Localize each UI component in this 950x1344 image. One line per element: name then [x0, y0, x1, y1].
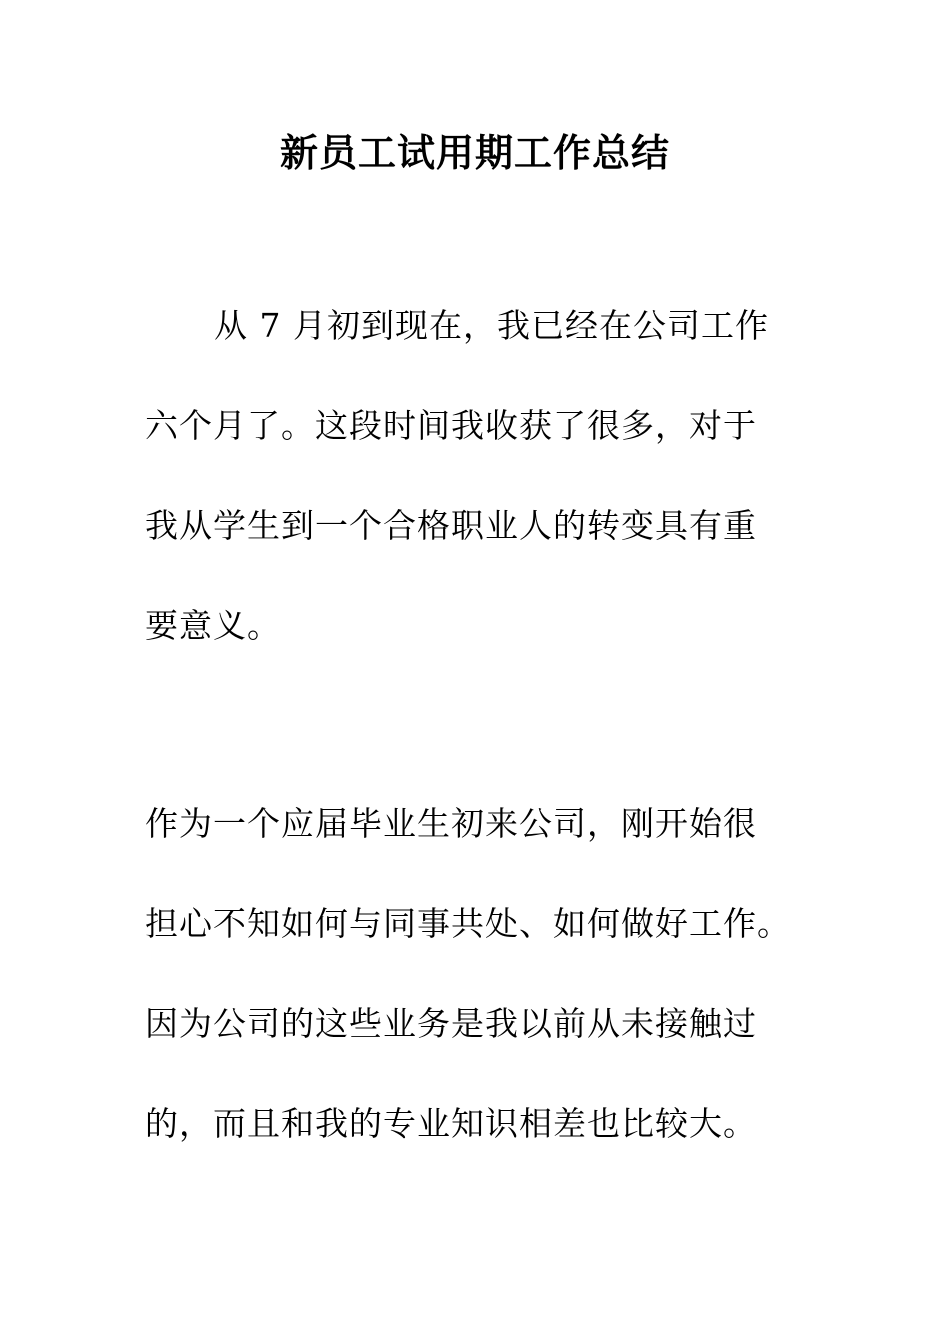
paragraph-line: 六个月了。这段时间我收获了很多，对于: [145, 406, 757, 445]
paragraph-line: 我从学生到一个合格职业人的转变具有重: [145, 506, 757, 545]
paragraph-line: 从 7 月初到现在，我已经在公司工作: [214, 306, 769, 345]
paragraph-line: 要意义。: [145, 606, 281, 645]
paragraph-line: 的，而且和我的专业知识相差也比较大。: [145, 1104, 757, 1143]
paragraph-line: 担心不知如何与同事共处、如何做好工作。: [145, 904, 791, 943]
document-title: 新员工试用期工作总结: [279, 131, 670, 175]
paragraph-line: 因为公司的这些业务是我以前从未接触过: [145, 1004, 757, 1043]
paragraph-line: 作为一个应届毕业生初来公司，刚开始很: [145, 804, 757, 843]
